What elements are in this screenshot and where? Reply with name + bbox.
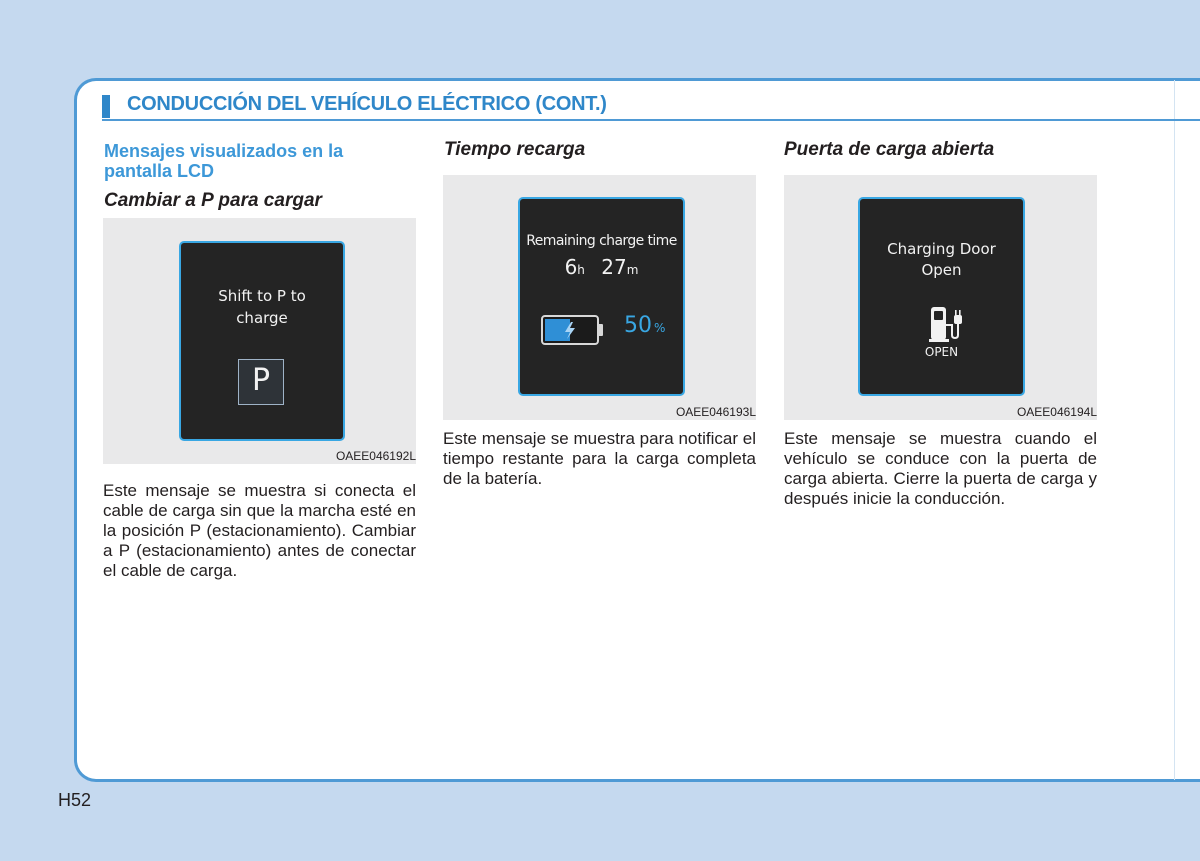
battery-charging-icon [541,314,605,346]
shift-to-p-title: Cambiar a P para cargar [104,190,322,211]
battery-percent [624,313,665,338]
charge-time-figure [443,175,756,420]
lcd-screen [518,197,685,396]
remaining-time-label: Remaining charge time [526,233,677,249]
lcd-screen [179,241,345,441]
shift-to-p-message: Shift to P to charge [218,287,306,327]
shift-to-p-body: Este mensaje se muestra si conecta el cable de carga sin que la marcha esté en la posición P (estacionamiento). Cambiar a P (estacionamiento) antes de conectar el cable de carga. [103,481,416,580]
minutes-value: 27 [601,255,627,279]
charging-door-message: Charging Door Open [887,240,996,279]
charge-door-body: Este mensaje se muestra cuando el vehículo se conduce con la puerta de carga abierta. Cierre la puerta de carga y después inicie la conducción. [784,429,1097,508]
title-divider [102,119,1200,121]
hours-unit: h [577,263,585,277]
remaining-time-value [520,255,683,279]
hours-value: 6 [564,255,578,279]
percent-unit: % [654,321,666,335]
section-title: CONDUCCIÓN DEL VEHÍCULO ELÉCTRICO (CONT.) [127,93,607,115]
percent-value: 50 [624,313,652,338]
charge-time-title: Tiempo recarga [444,139,586,160]
section-marker [102,95,110,118]
figure-code: OAEE046194L [1016,405,1097,419]
gear-p-indicator: P [238,359,284,405]
page-number: H52 [58,790,92,810]
margin-rule [1174,80,1175,780]
charging-station-icon [928,305,964,343]
figure-code: OAEE046192L [335,449,416,463]
charging-door-status: OPEN [924,345,959,359]
charge-door-figure [784,175,1097,420]
shift-to-p-figure [103,218,416,464]
figure-code: OAEE046193L [675,405,756,419]
lcd-screen [858,197,1025,396]
charge-time-body: Este mensaje se muestra para notificar el tiempo restante para la carga completa de la batería. [443,429,756,488]
charge-door-title: Puerta de carga abierta [784,139,995,160]
minutes-unit: m [626,263,639,277]
lcd-messages-subheading: Mensajes visualizados en la pantalla LCD [104,141,344,181]
